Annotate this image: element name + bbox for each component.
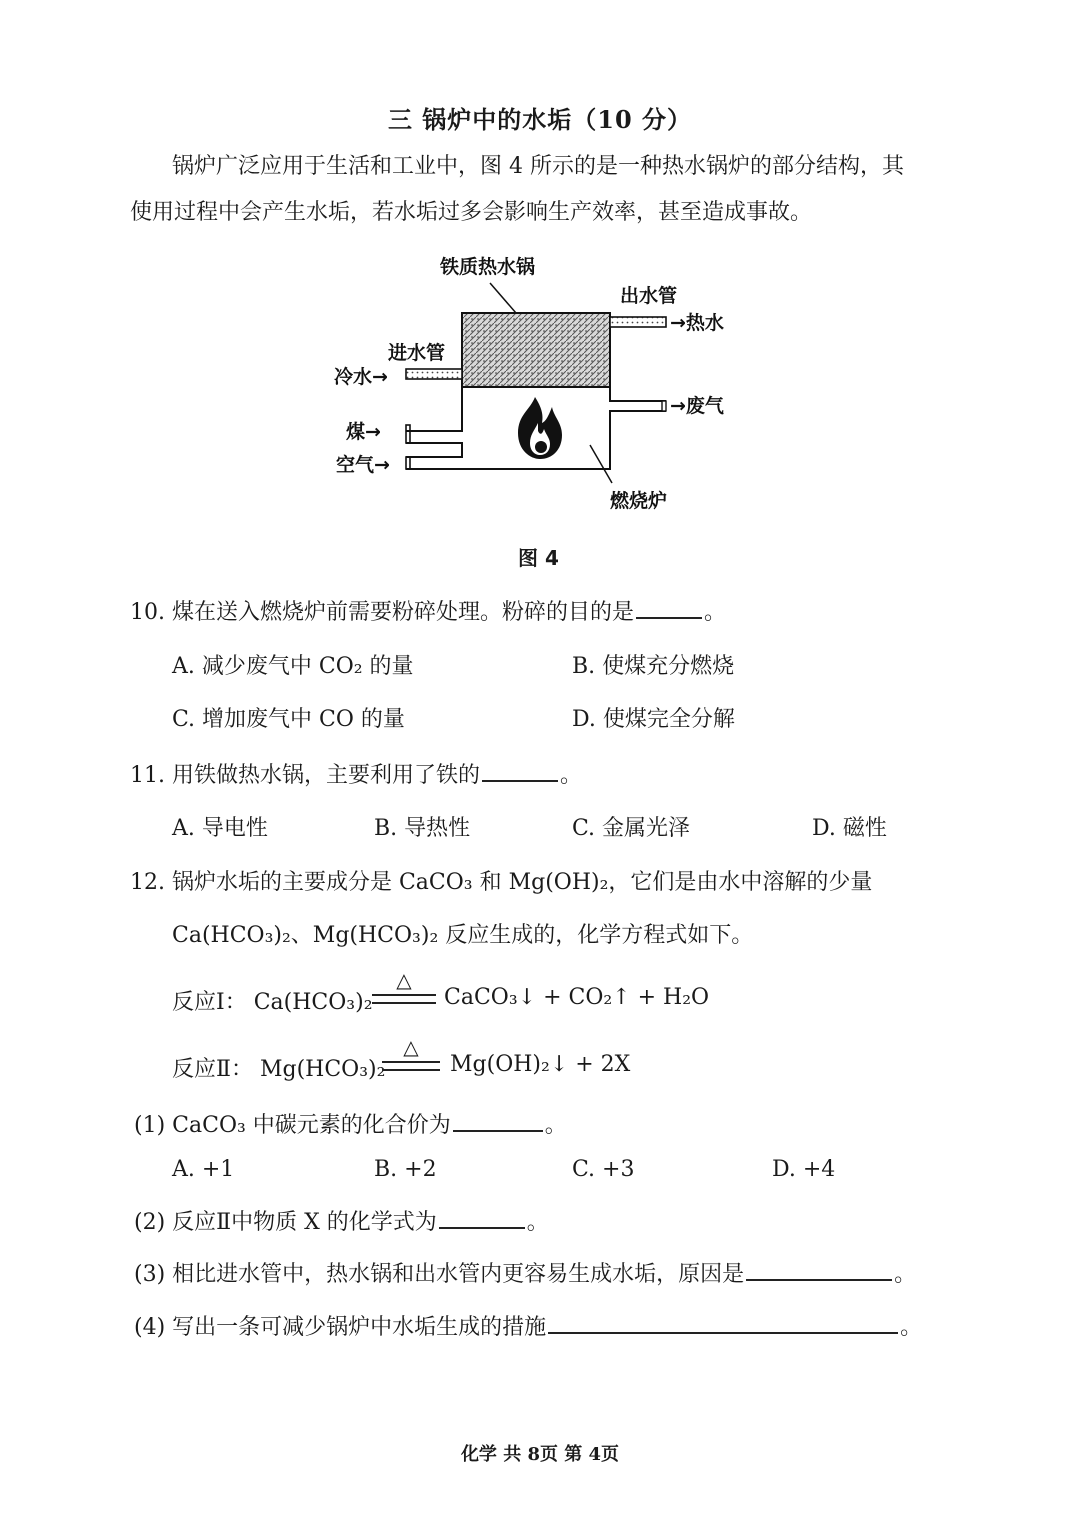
q10-option-c: C. 增加废气中 CO 的量 <box>172 707 405 732</box>
reaction-1-label: 反应Ⅰ： <box>172 990 247 1015</box>
figure-caption: 图 4 <box>518 546 559 570</box>
intro-line-2: 使用过程中会产生水垢，若水垢过多会影响生产效率，甚至造成事故。 <box>130 200 813 225</box>
q12-sub3-stem: (3) 相比进水管中，热水锅和出水管内更容易生成水垢，原因是 。 <box>134 1257 916 1288</box>
q11-option-b: B. 导热性 <box>374 816 471 841</box>
reaction-2-condition: △ <box>403 1035 419 1059</box>
label-furnace: 燃烧炉 <box>610 490 668 512</box>
reaction-2-label: 反应Ⅱ： <box>172 1057 253 1082</box>
q10-option-a: A. 减少废气中 CO₂ 的量 <box>172 654 414 679</box>
q10-option-b: B. 使煤充分燃烧 <box>572 654 735 679</box>
q11-option-a: A. 导电性 <box>172 816 268 841</box>
q12-line-1: 12. 锅炉水垢的主要成分是 CaCO₃ 和 Mg(OH)₂，它们是由水中溶解的少量 <box>130 870 873 895</box>
answer-blank[interactable] <box>548 1310 898 1334</box>
answer-blank[interactable] <box>482 758 558 782</box>
reaction-2-equals <box>382 1061 440 1071</box>
q11-stem: 11. 用铁做热水锅，主要利用了铁的 。 <box>130 758 582 789</box>
reaction-1-reactant: Ca(HCO₃)₂ <box>253 990 373 1015</box>
q12-sub1-option-c: C. +3 <box>572 1157 635 1182</box>
reaction-1-condition: △ <box>396 968 412 992</box>
label-inlet: 进水管 <box>388 342 446 364</box>
q12-sub1-stem: (1) CaCO₃ 中碳元素的化合价为 。 <box>134 1108 567 1139</box>
q12-sub1-option-a: A. +1 <box>172 1157 235 1182</box>
exhaust-pipe <box>662 401 666 411</box>
q12-sub1-option-d: D. +4 <box>772 1157 836 1182</box>
q12-sub1-option-b: B. +2 <box>374 1157 437 1182</box>
page-footer: 化学 共 8页 第 4页 <box>460 1444 620 1465</box>
boiler-diagram <box>320 245 760 525</box>
q12-sub2-stem: (2) 反应Ⅱ中物质 X 的化学式为 。 <box>134 1205 549 1236</box>
section-title: 三 锅炉中的水垢（10 分） <box>387 105 693 134</box>
answer-blank[interactable] <box>453 1108 543 1132</box>
flame-icon <box>518 397 562 459</box>
label-boiler: 铁质热水锅 <box>440 256 536 278</box>
label-outlet: 出水管 <box>620 285 678 307</box>
inlet-pipe <box>406 369 462 379</box>
outlet-pipe <box>610 317 666 327</box>
reaction-1 <box>172 985 373 1016</box>
q12-line-2: Ca(HCO₃)₂、Mg(HCO₃)₂ 反应生成的，化学方程式如下。 <box>172 923 754 948</box>
label-exhaust: →废气 <box>670 395 724 417</box>
label-hot-water: →热水 <box>670 312 724 334</box>
reaction-1-products: CaCO₃↓ + CO₂↑ + H₂O <box>444 985 710 1010</box>
q11-option-c: C. 金属光泽 <box>572 816 691 841</box>
q10-stem: 10. 煤在送入燃烧炉前需要粉碎处理。粉碎的目的是 。 <box>130 595 726 626</box>
q10-option-d: D. 使煤完全分解 <box>572 707 735 732</box>
q11-option-d: D. 磁性 <box>812 816 887 841</box>
reaction-2-products: Mg(OH)₂↓ + 2X <box>450 1052 631 1077</box>
reaction-2-reactant: Mg(HCO₃)₂ <box>259 1057 386 1082</box>
reaction-2 <box>172 1052 385 1083</box>
answer-blank[interactable] <box>746 1257 892 1281</box>
label-air: 空气→ <box>336 454 390 476</box>
intro-line-1: 锅炉广泛应用于生活和工业中，图 4 所示的是一种热水锅炉的部分结构，其 <box>172 154 904 179</box>
label-coal: 煤→ <box>346 421 381 443</box>
boiler-pot <box>462 313 610 387</box>
answer-blank[interactable] <box>636 595 702 619</box>
reaction-1-equals <box>372 994 436 1004</box>
answer-blank[interactable] <box>439 1205 525 1229</box>
label-cold-water: 冷水→ <box>334 366 388 388</box>
q12-sub4-stem: (4) 写出一条可减少锅炉中水垢生成的措施 。 <box>134 1310 922 1341</box>
